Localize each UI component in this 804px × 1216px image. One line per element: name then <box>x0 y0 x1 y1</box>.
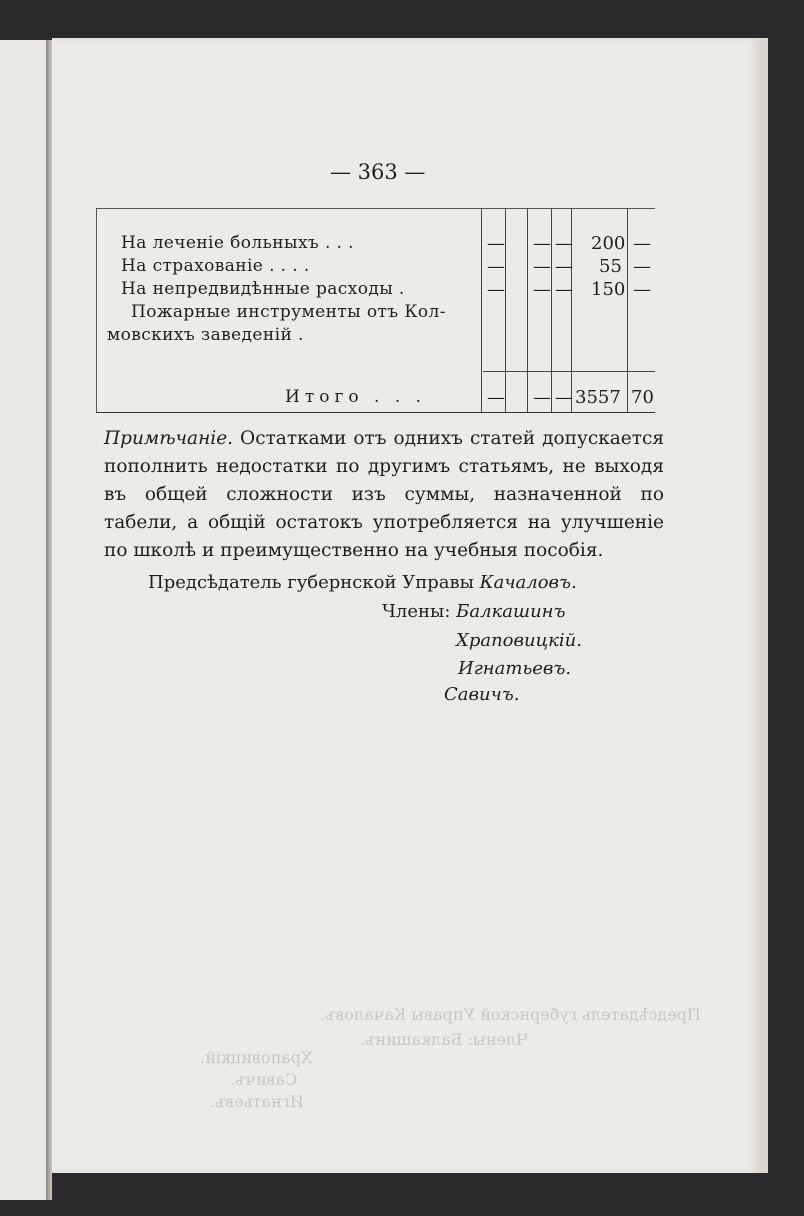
table-cell: — <box>533 233 551 254</box>
table-row-label: Пожарные инструменты отъ Кол- <box>131 302 446 322</box>
member-name <box>458 658 571 679</box>
column-rule <box>627 209 628 412</box>
bleed-through-line: Игнатьевъ. <box>210 1092 304 1111</box>
total-rubles: 3557 <box>575 387 621 408</box>
table-cell: — <box>487 279 505 300</box>
table-cell: — <box>555 256 573 277</box>
table-cell: — <box>555 279 573 300</box>
table-cell: — <box>533 256 551 277</box>
members-signature <box>382 601 566 622</box>
chairman-title: Предсѣдатель губернской Управы <box>148 572 474 593</box>
column-rule <box>505 209 506 412</box>
table-cell-rubles: 55 <box>599 256 622 277</box>
table-cell-rubles: 200 <box>591 233 626 254</box>
table-row-label: На непредвидѣнные расходы . <box>121 279 405 299</box>
table-row-label: На леченіе больныхъ . . . <box>121 233 354 253</box>
column-rule <box>481 209 482 412</box>
footnote <box>104 425 664 565</box>
member-name <box>444 684 520 705</box>
table-cell: — <box>487 387 505 408</box>
total-rule <box>483 371 655 372</box>
chairman-name: Качаловъ. <box>479 572 577 593</box>
page-number: — 363 — <box>330 160 426 184</box>
total-label: Итого . . . <box>285 387 427 407</box>
table-cell-rubles: 150 <box>591 279 626 300</box>
member-name: Балкашинъ <box>456 601 566 622</box>
table-cell: — <box>487 233 505 254</box>
note-text: Остатками отъ однихъ статей допускается пополнить недостатки по другимъ статьямъ, не выходя въ общей сложности изъ суммы, назначенной по табели, а общій остатокъ употребляется на улучшеніе по школѣ и преимущественно на учебныя пособія. <box>104 428 664 561</box>
table-cell-kopecks: — <box>633 256 651 277</box>
table-cell-kopecks: — <box>633 279 651 300</box>
member-name-text: Игнатьевъ. <box>458 658 572 679</box>
bleed-through-line: Савичъ. <box>230 1070 298 1089</box>
table-cell: — <box>555 233 573 254</box>
table-cell: — <box>555 387 573 408</box>
column-rule <box>551 209 552 412</box>
total-kopecks: 70 <box>631 387 654 408</box>
column-rule <box>527 209 528 412</box>
table-row-label: мовскихъ заведеній . <box>107 325 304 345</box>
member-name-text: Савичъ. <box>444 684 520 705</box>
bleed-through-line: Члены: Балкашинъ. <box>360 1030 529 1049</box>
facing-page-edge <box>0 40 46 1200</box>
members-label: Члены: <box>382 601 451 622</box>
table-cell: — <box>533 387 551 408</box>
table-cell: — <box>533 279 551 300</box>
bleed-through-line: Предсѣдатель губернской Управы Качаловъ. <box>320 1005 701 1024</box>
note-lead: Примѣчаніе. <box>104 428 234 449</box>
expense-table <box>96 208 655 413</box>
page-stack-edge <box>760 38 768 1173</box>
member-name <box>456 630 582 651</box>
chairman-signature <box>148 572 577 593</box>
table-row-label: На страхованіе . . . . <box>121 256 310 276</box>
member-name-text: Храповицкій. <box>456 630 582 651</box>
bleed-through-line: Храповицкій. <box>200 1048 313 1067</box>
table-cell: — <box>487 256 505 277</box>
table-cell-kopecks: — <box>633 233 651 254</box>
